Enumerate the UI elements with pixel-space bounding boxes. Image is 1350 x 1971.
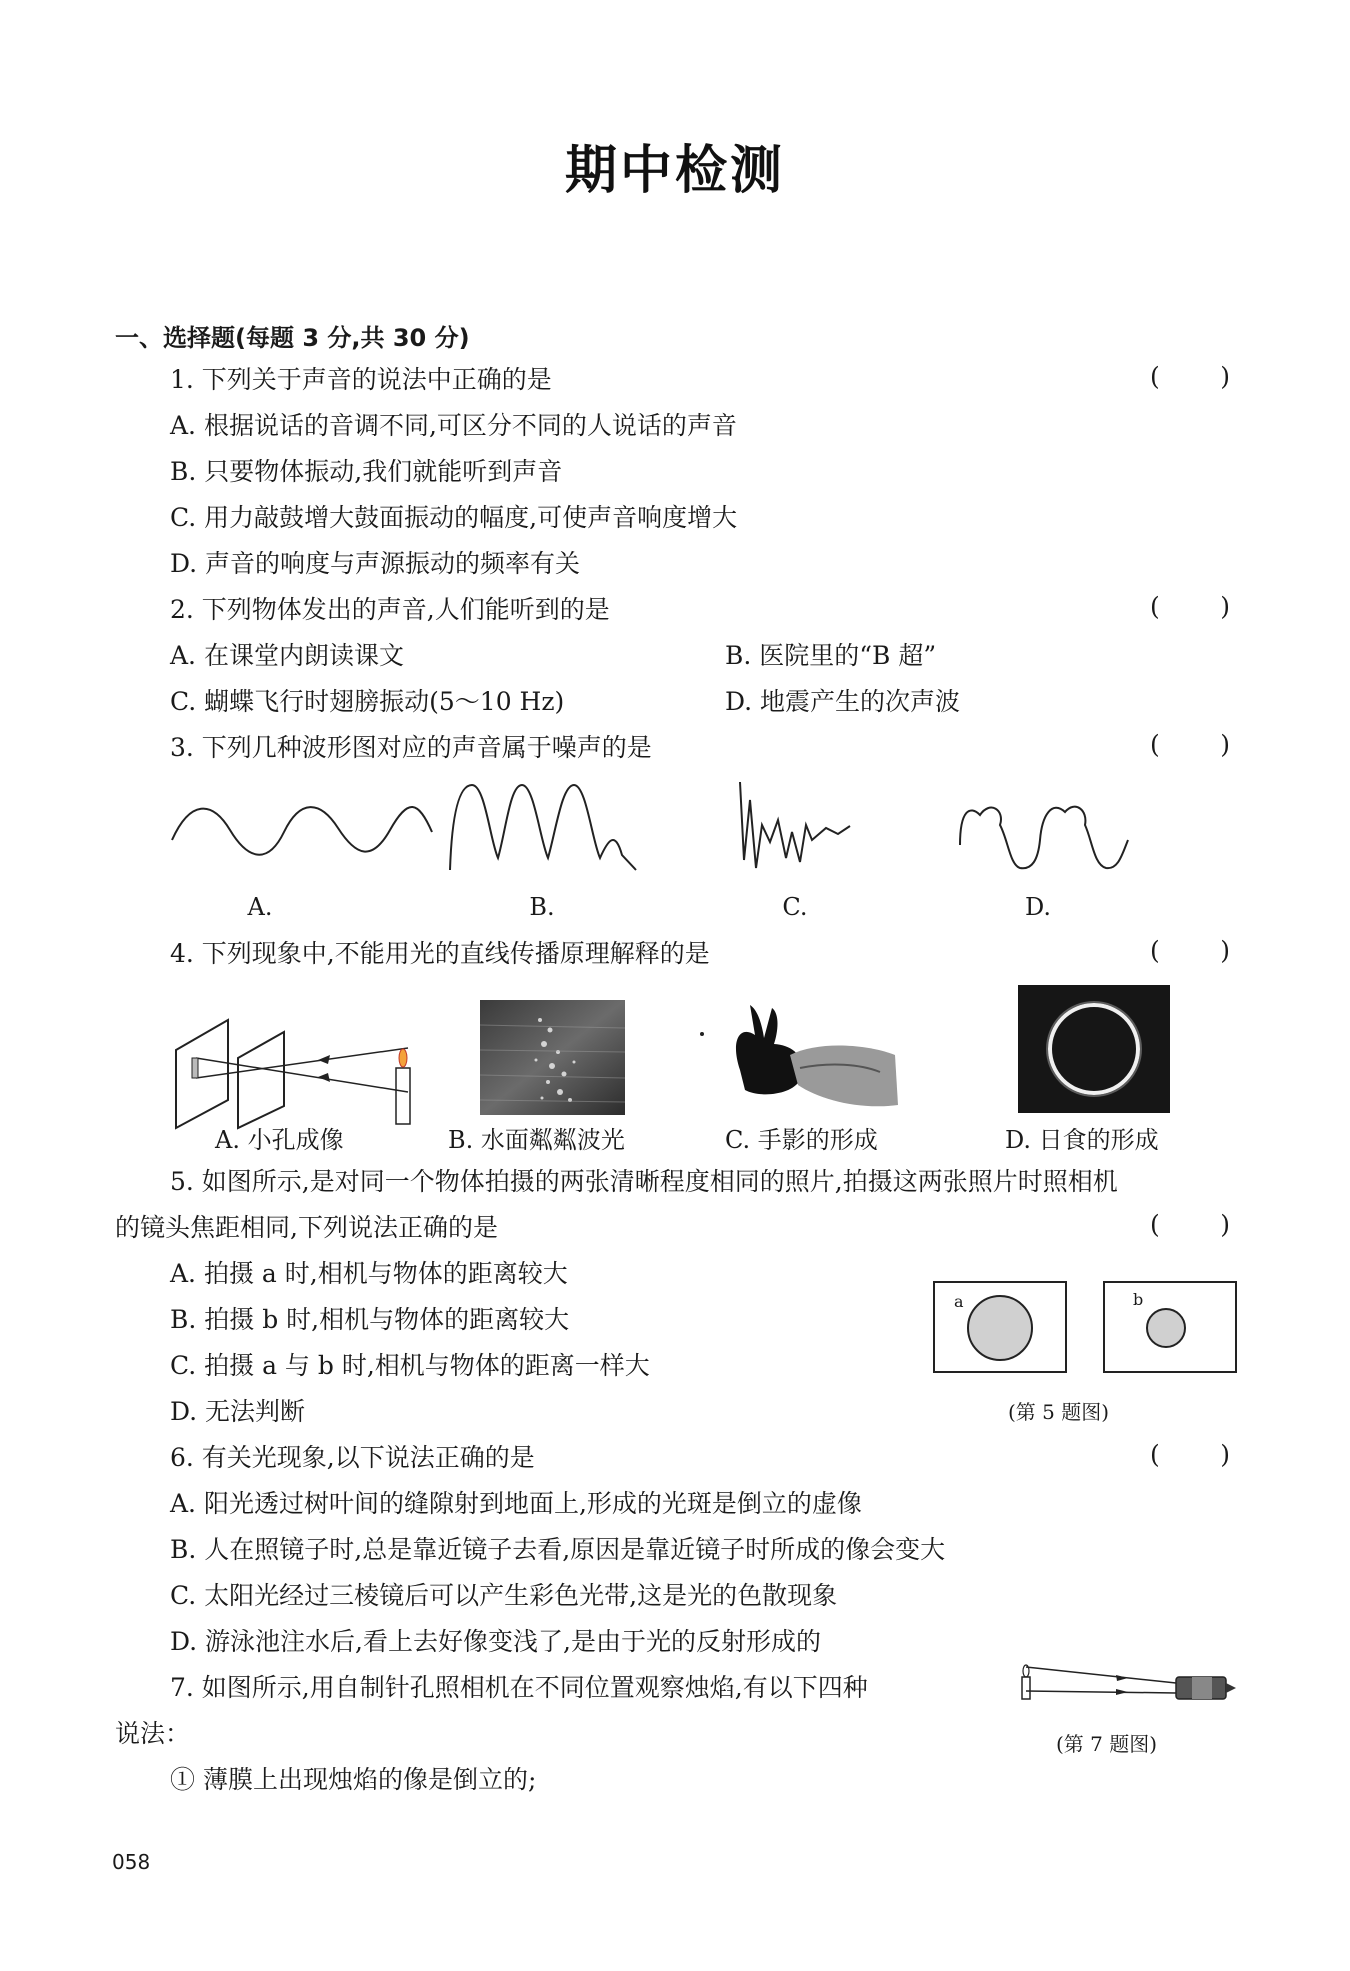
q4-label-d: D. 日食的形成 bbox=[1005, 1126, 1159, 1154]
q7-stem-line1: 7. 如图所示,用自制针孔照相机在不同位置观察烛焰,有以下四种 bbox=[170, 1673, 868, 1702]
q4-answer-paren: ( ) bbox=[1150, 936, 1230, 965]
q3-label-c: C. bbox=[782, 893, 808, 921]
q6-option-d: D. 游泳池注水后,看上去好像变浅了,是由于光的反射形成的 bbox=[170, 1627, 821, 1656]
section-heading: 一、选择题(每题 3 分,共 30 分) bbox=[115, 324, 470, 352]
q7-item1: ① 薄膜上出现烛焰的像是倒立的; bbox=[170, 1765, 537, 1794]
q3-label-a: A. bbox=[247, 893, 273, 921]
q4-figure-hand-shadow bbox=[700, 1000, 900, 1115]
q1-option-d: D. 声音的响度与声源振动的频率有关 bbox=[170, 549, 581, 578]
q4-label-a: A. 小孔成像 bbox=[215, 1126, 344, 1154]
q3-label-d: D. bbox=[1024, 893, 1051, 921]
q2-stem: 2. 下列物体发出的声音,人们能听到的是 bbox=[170, 595, 610, 624]
q6-answer-paren: ( ) bbox=[1150, 1440, 1230, 1469]
q7-caption: (第 7 题图) bbox=[1056, 1732, 1158, 1756]
q2-option-d: D. 地震产生的次声波 bbox=[725, 687, 961, 716]
waveform-d bbox=[960, 807, 1128, 869]
page-number: 058 bbox=[112, 1850, 151, 1874]
q6-option-b: B. 人在照镜子时,总是靠近镜子去看,原因是靠近镜子时所成的像会变大 bbox=[170, 1535, 946, 1564]
q5-option-d: D. 无法判断 bbox=[170, 1397, 306, 1426]
q5-photo-a-label: a bbox=[954, 1292, 964, 1311]
q4-label-c: C. 手影的形成 bbox=[725, 1126, 878, 1154]
waveform-a bbox=[172, 807, 432, 855]
q5-option-a: A. 拍摄 a 时,相机与物体的距离较大 bbox=[170, 1259, 568, 1288]
q3-stem: 3. 下列几种波形图对应的声音属于噪声的是 bbox=[170, 733, 652, 762]
q7-figure-pinhole-camera bbox=[1016, 1655, 1241, 1705]
q7-stem-line2: 说法： bbox=[115, 1719, 191, 1748]
q4-figure-eclipse bbox=[1018, 985, 1170, 1113]
q5-stem-line1: 5. 如图所示,是对同一个物体拍摄的两张清晰程度相同的照片,拍摄这两张照片时照相机 bbox=[170, 1167, 1118, 1196]
q1-option-c: C. 用力敲鼓增大鼓面振动的幅度,可使声音响度增大 bbox=[170, 503, 738, 532]
q1-answer-paren: ( ) bbox=[1150, 362, 1230, 391]
q4-label-b: B. 水面粼粼波光 bbox=[448, 1126, 625, 1154]
q6-option-a: A. 阳光透过树叶间的缝隙射到地面上,形成的光斑是倒立的虚像 bbox=[170, 1489, 862, 1518]
q4-figure-water bbox=[480, 1000, 625, 1115]
q5-option-b: B. 拍摄 b 时,相机与物体的距离较大 bbox=[170, 1305, 570, 1334]
q3-label-b: B. bbox=[529, 893, 555, 921]
q5-caption: (第 5 题图) bbox=[1008, 1400, 1110, 1424]
q4-figure-pinhole bbox=[168, 1010, 428, 1130]
q1-option-b: B. 只要物体振动,我们就能听到声音 bbox=[170, 457, 563, 486]
q5-stem-line2: 的镜头焦距相同,下列说法正确的是 bbox=[115, 1213, 498, 1242]
waveform-b bbox=[450, 785, 636, 870]
q5-photo-b-label: b bbox=[1133, 1290, 1144, 1309]
q2-answer-paren: ( ) bbox=[1150, 592, 1230, 621]
q2-option-a: A. 在课堂内朗读课文 bbox=[170, 641, 404, 670]
q3-answer-paren: ( ) bbox=[1150, 730, 1230, 759]
q6-option-c: C. 太阳光经过三棱镜后可以产生彩色光带,这是光的色散现象 bbox=[170, 1581, 838, 1610]
q5-answer-paren: ( ) bbox=[1150, 1210, 1230, 1239]
waveform-c bbox=[740, 782, 850, 868]
q5-figure-photos bbox=[932, 1280, 1242, 1380]
q3-waveforms bbox=[160, 770, 1160, 880]
q6-stem: 6. 有关光现象,以下说法正确的是 bbox=[170, 1443, 535, 1472]
q4-stem: 4. 下列现象中,不能用光的直线传播原理解释的是 bbox=[170, 939, 710, 968]
page-title: 期中检测 bbox=[564, 141, 785, 201]
q2-option-c: C. 蝴蝶飞行时翅膀振动(5～10 Hz) bbox=[170, 687, 565, 716]
q1-option-a: A. 根据说话的音调不同,可区分不同的人说话的声音 bbox=[170, 411, 737, 440]
q5-option-c: C. 拍摄 a 与 b 时,相机与物体的距离一样大 bbox=[170, 1351, 650, 1380]
q1-stem: 1. 下列关于声音的说法中正确的是 bbox=[170, 365, 552, 394]
q2-option-b: B. 医院里的“B 超” bbox=[725, 641, 937, 670]
